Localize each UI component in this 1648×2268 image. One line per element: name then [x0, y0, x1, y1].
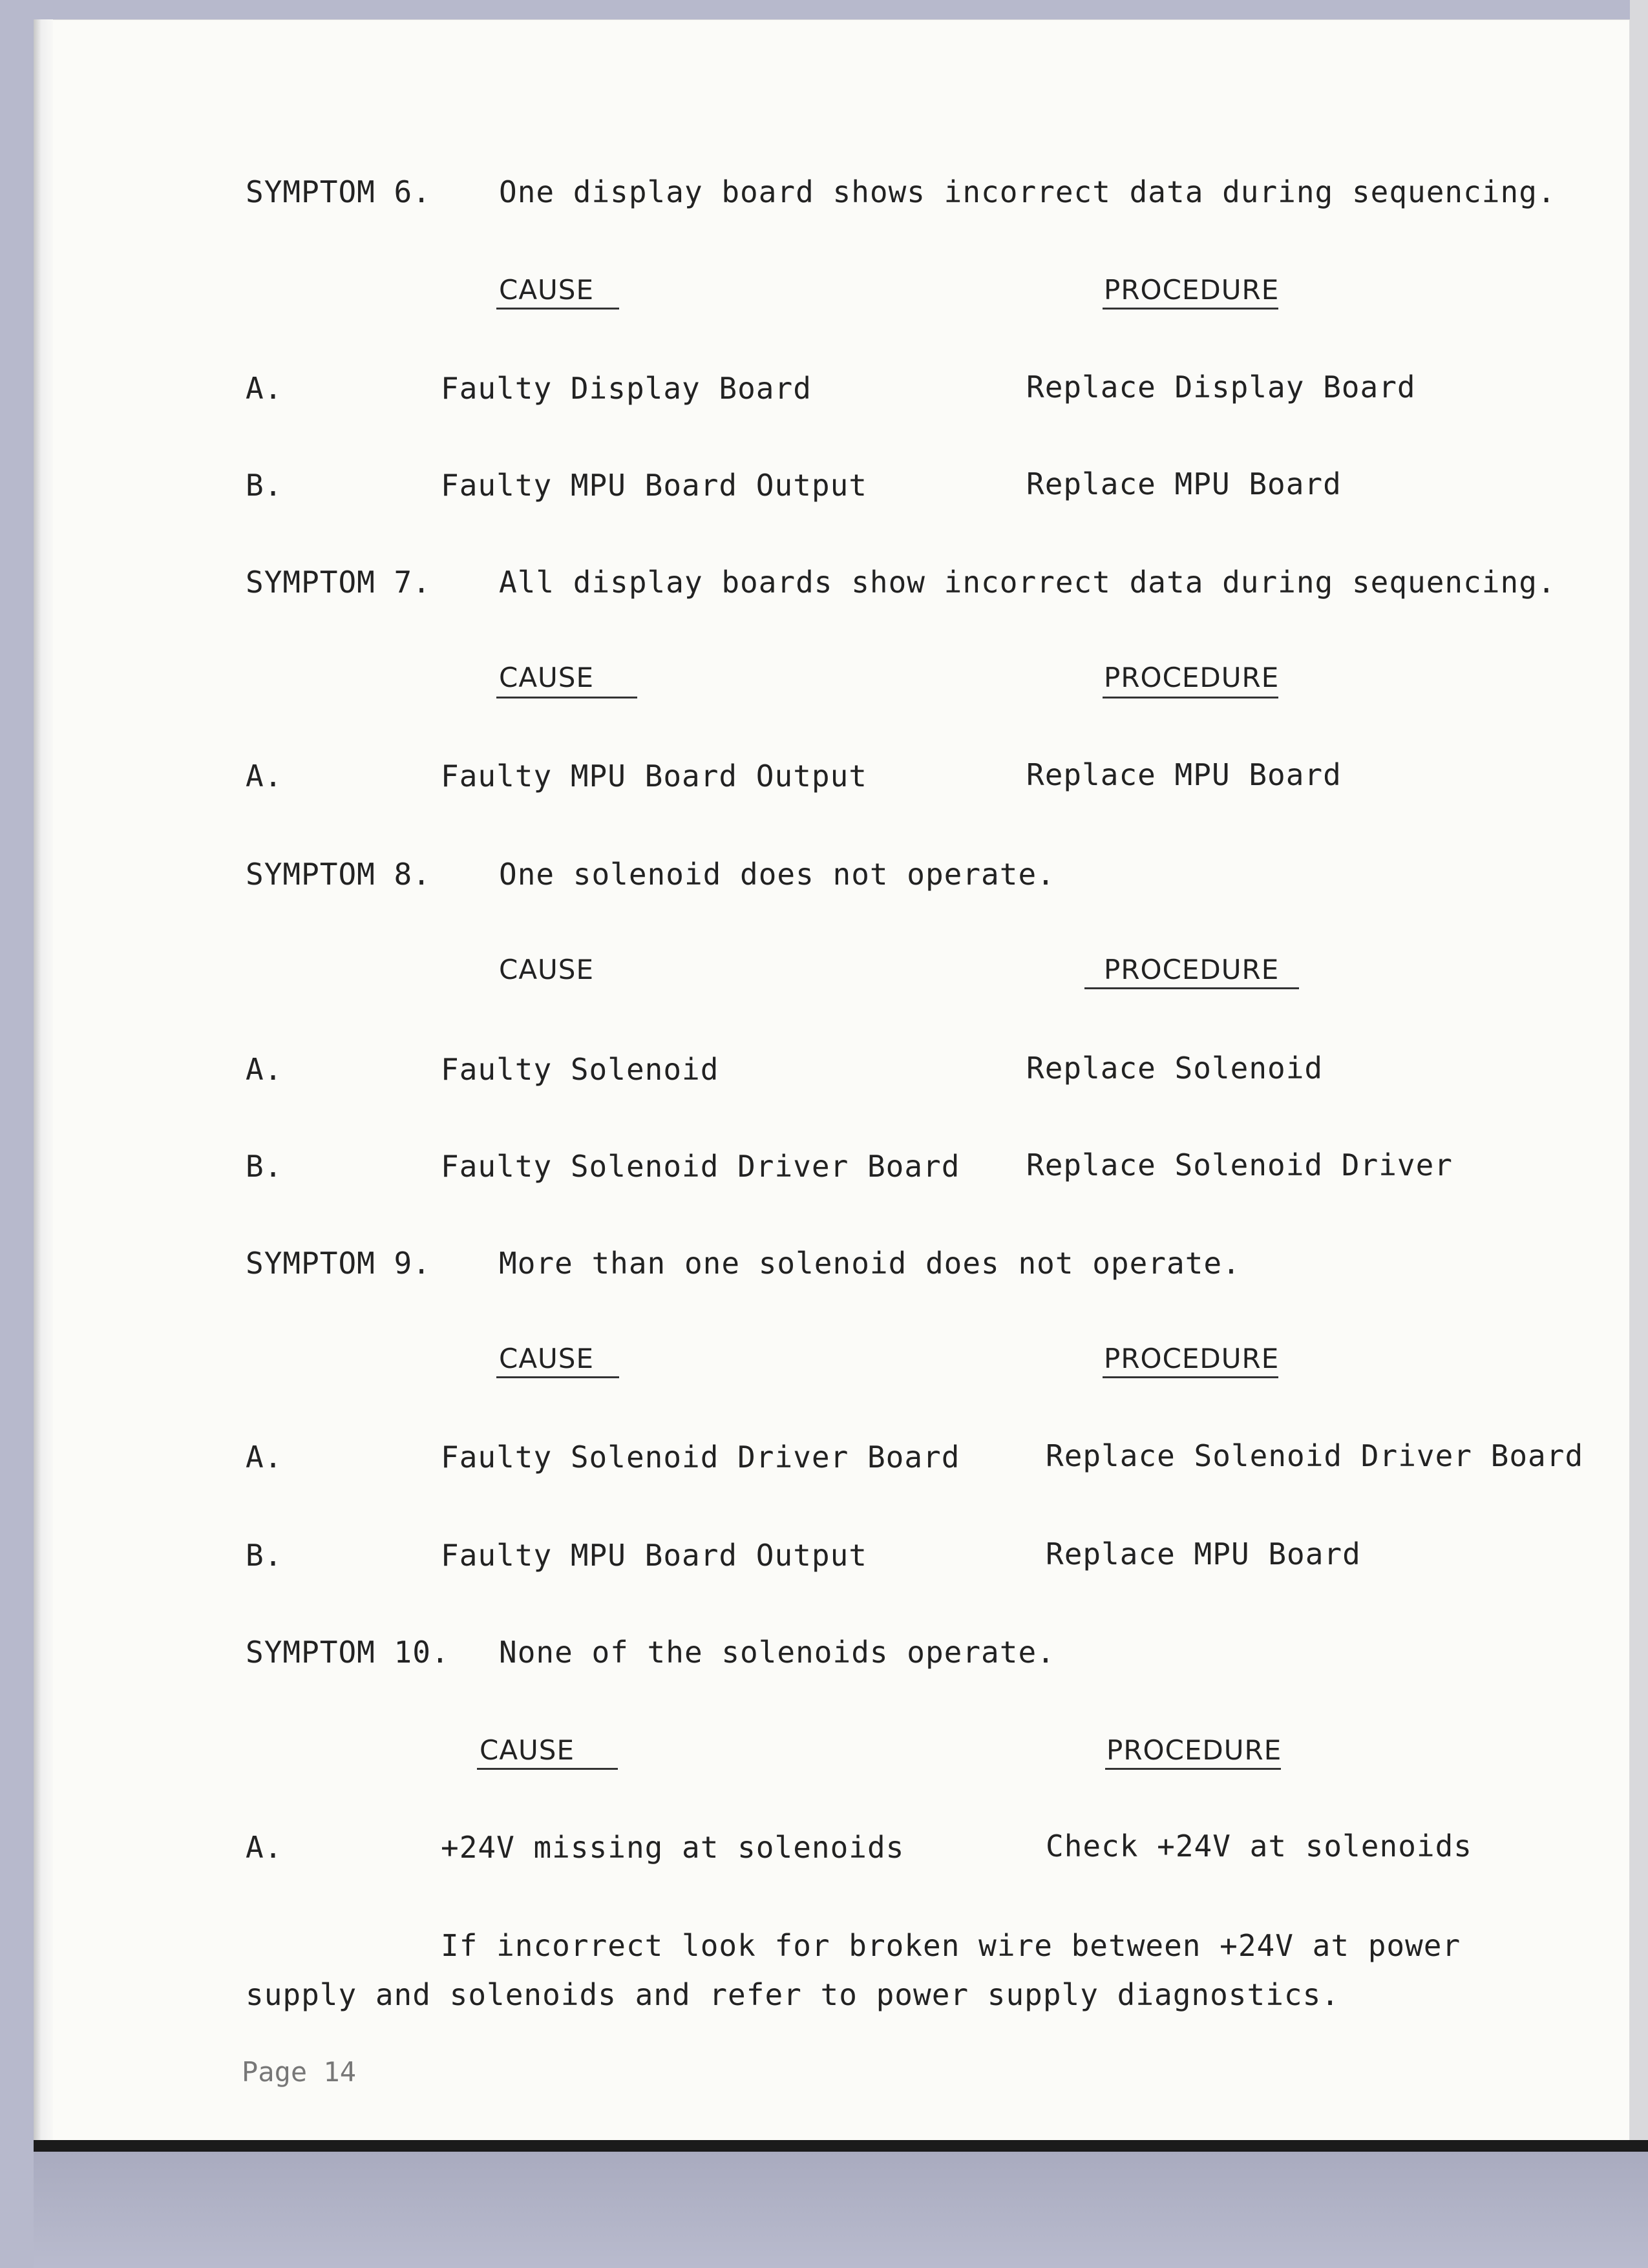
procedure-text: Replace Solenoid Driver Board — [1046, 1438, 1584, 1473]
procedure-header: PROCEDURE — [1104, 1343, 1280, 1374]
procedure-underline — [1103, 1376, 1278, 1378]
procedure-underline — [1084, 987, 1299, 989]
background-under-page — [34, 2152, 1648, 2268]
cause-text: Faulty Solenoid Driver Board — [441, 1440, 960, 1475]
cause-underline — [496, 308, 619, 310]
symptom-description: None of the solenoids operate. — [499, 1635, 1055, 1670]
cause-header: CAUSE — [480, 1734, 575, 1766]
row-letter: B. — [246, 1149, 283, 1184]
procedure-text: Replace MPU Board — [1046, 1537, 1361, 1571]
procedure-header: PROCEDURE — [1104, 662, 1280, 693]
row-letter: B. — [246, 1538, 283, 1573]
cause-text: Faulty MPU Board Output — [441, 1538, 867, 1573]
cause-header: CAUSE — [499, 954, 594, 985]
cause-text: Faulty MPU Board Output — [441, 468, 867, 503]
procedure-text: Replace Solenoid Driver — [1026, 1148, 1453, 1182]
page-number: Page 14 — [242, 2056, 357, 2088]
row-letter: B. — [246, 468, 283, 503]
procedure-text: Replace MPU Board — [1026, 757, 1342, 792]
page-bottom-shadow — [34, 2140, 1648, 2152]
procedure-text: Replace Display Board — [1026, 370, 1416, 404]
symptom-description: One display board shows incorrect data during sequencing. — [499, 174, 1556, 209]
cause-underline — [496, 697, 637, 698]
page-binding-edge — [34, 19, 53, 2145]
cause-text: Faulty MPU Board Output — [441, 759, 867, 793]
symptom-description: All display boards show incorrect data during sequencing. — [499, 565, 1556, 600]
symptom-label: SYMPTOM 9. — [246, 1246, 431, 1281]
symptom-label: SYMPTOM 7. — [246, 565, 431, 600]
note-line-2: supply and solenoids and refer to power supply diagnostics. — [246, 1977, 1340, 2012]
cause-text: Faulty Solenoid — [441, 1052, 719, 1087]
row-letter: A. — [246, 1440, 283, 1475]
cause-header: CAUSE — [499, 274, 594, 306]
symptom-label: SYMPTOM 8. — [246, 857, 431, 892]
cause-header: CAUSE — [499, 1343, 594, 1374]
procedure-underline — [1105, 1768, 1281, 1770]
procedure-header: PROCEDURE — [1106, 1734, 1282, 1766]
procedure-text: Replace MPU Board — [1026, 467, 1342, 501]
cause-text: +24V missing at solenoids — [441, 1830, 905, 1865]
note-line-1: If incorrect look for broken wire between +24V at power — [441, 1928, 1461, 1963]
symptom-description: More than one solenoid does not operate. — [499, 1246, 1241, 1281]
procedure-underline — [1103, 308, 1278, 310]
procedure-text: Check +24V at solenoids — [1046, 1829, 1472, 1864]
cause-text: Faulty Solenoid Driver Board — [441, 1149, 960, 1184]
row-letter: A. — [246, 371, 283, 406]
page-edge — [1630, 0, 1648, 2152]
procedure-header: PROCEDURE — [1104, 274, 1280, 306]
cause-header: CAUSE — [499, 662, 594, 693]
symptom-label: SYMPTOM 6. — [246, 174, 431, 209]
row-letter: A. — [246, 1830, 283, 1865]
procedure-underline — [1103, 697, 1278, 698]
cause-underline — [477, 1768, 618, 1770]
procedure-text: Replace Solenoid — [1026, 1051, 1324, 1086]
symptom-description: One solenoid does not operate. — [499, 857, 1055, 892]
cause-text: Faulty Display Board — [441, 371, 812, 406]
procedure-header: PROCEDURE — [1104, 954, 1280, 985]
row-letter: A. — [246, 1052, 283, 1087]
symptom-label: SYMPTOM 10. — [246, 1635, 450, 1670]
row-letter: A. — [246, 759, 283, 793]
cause-underline — [496, 1376, 619, 1378]
